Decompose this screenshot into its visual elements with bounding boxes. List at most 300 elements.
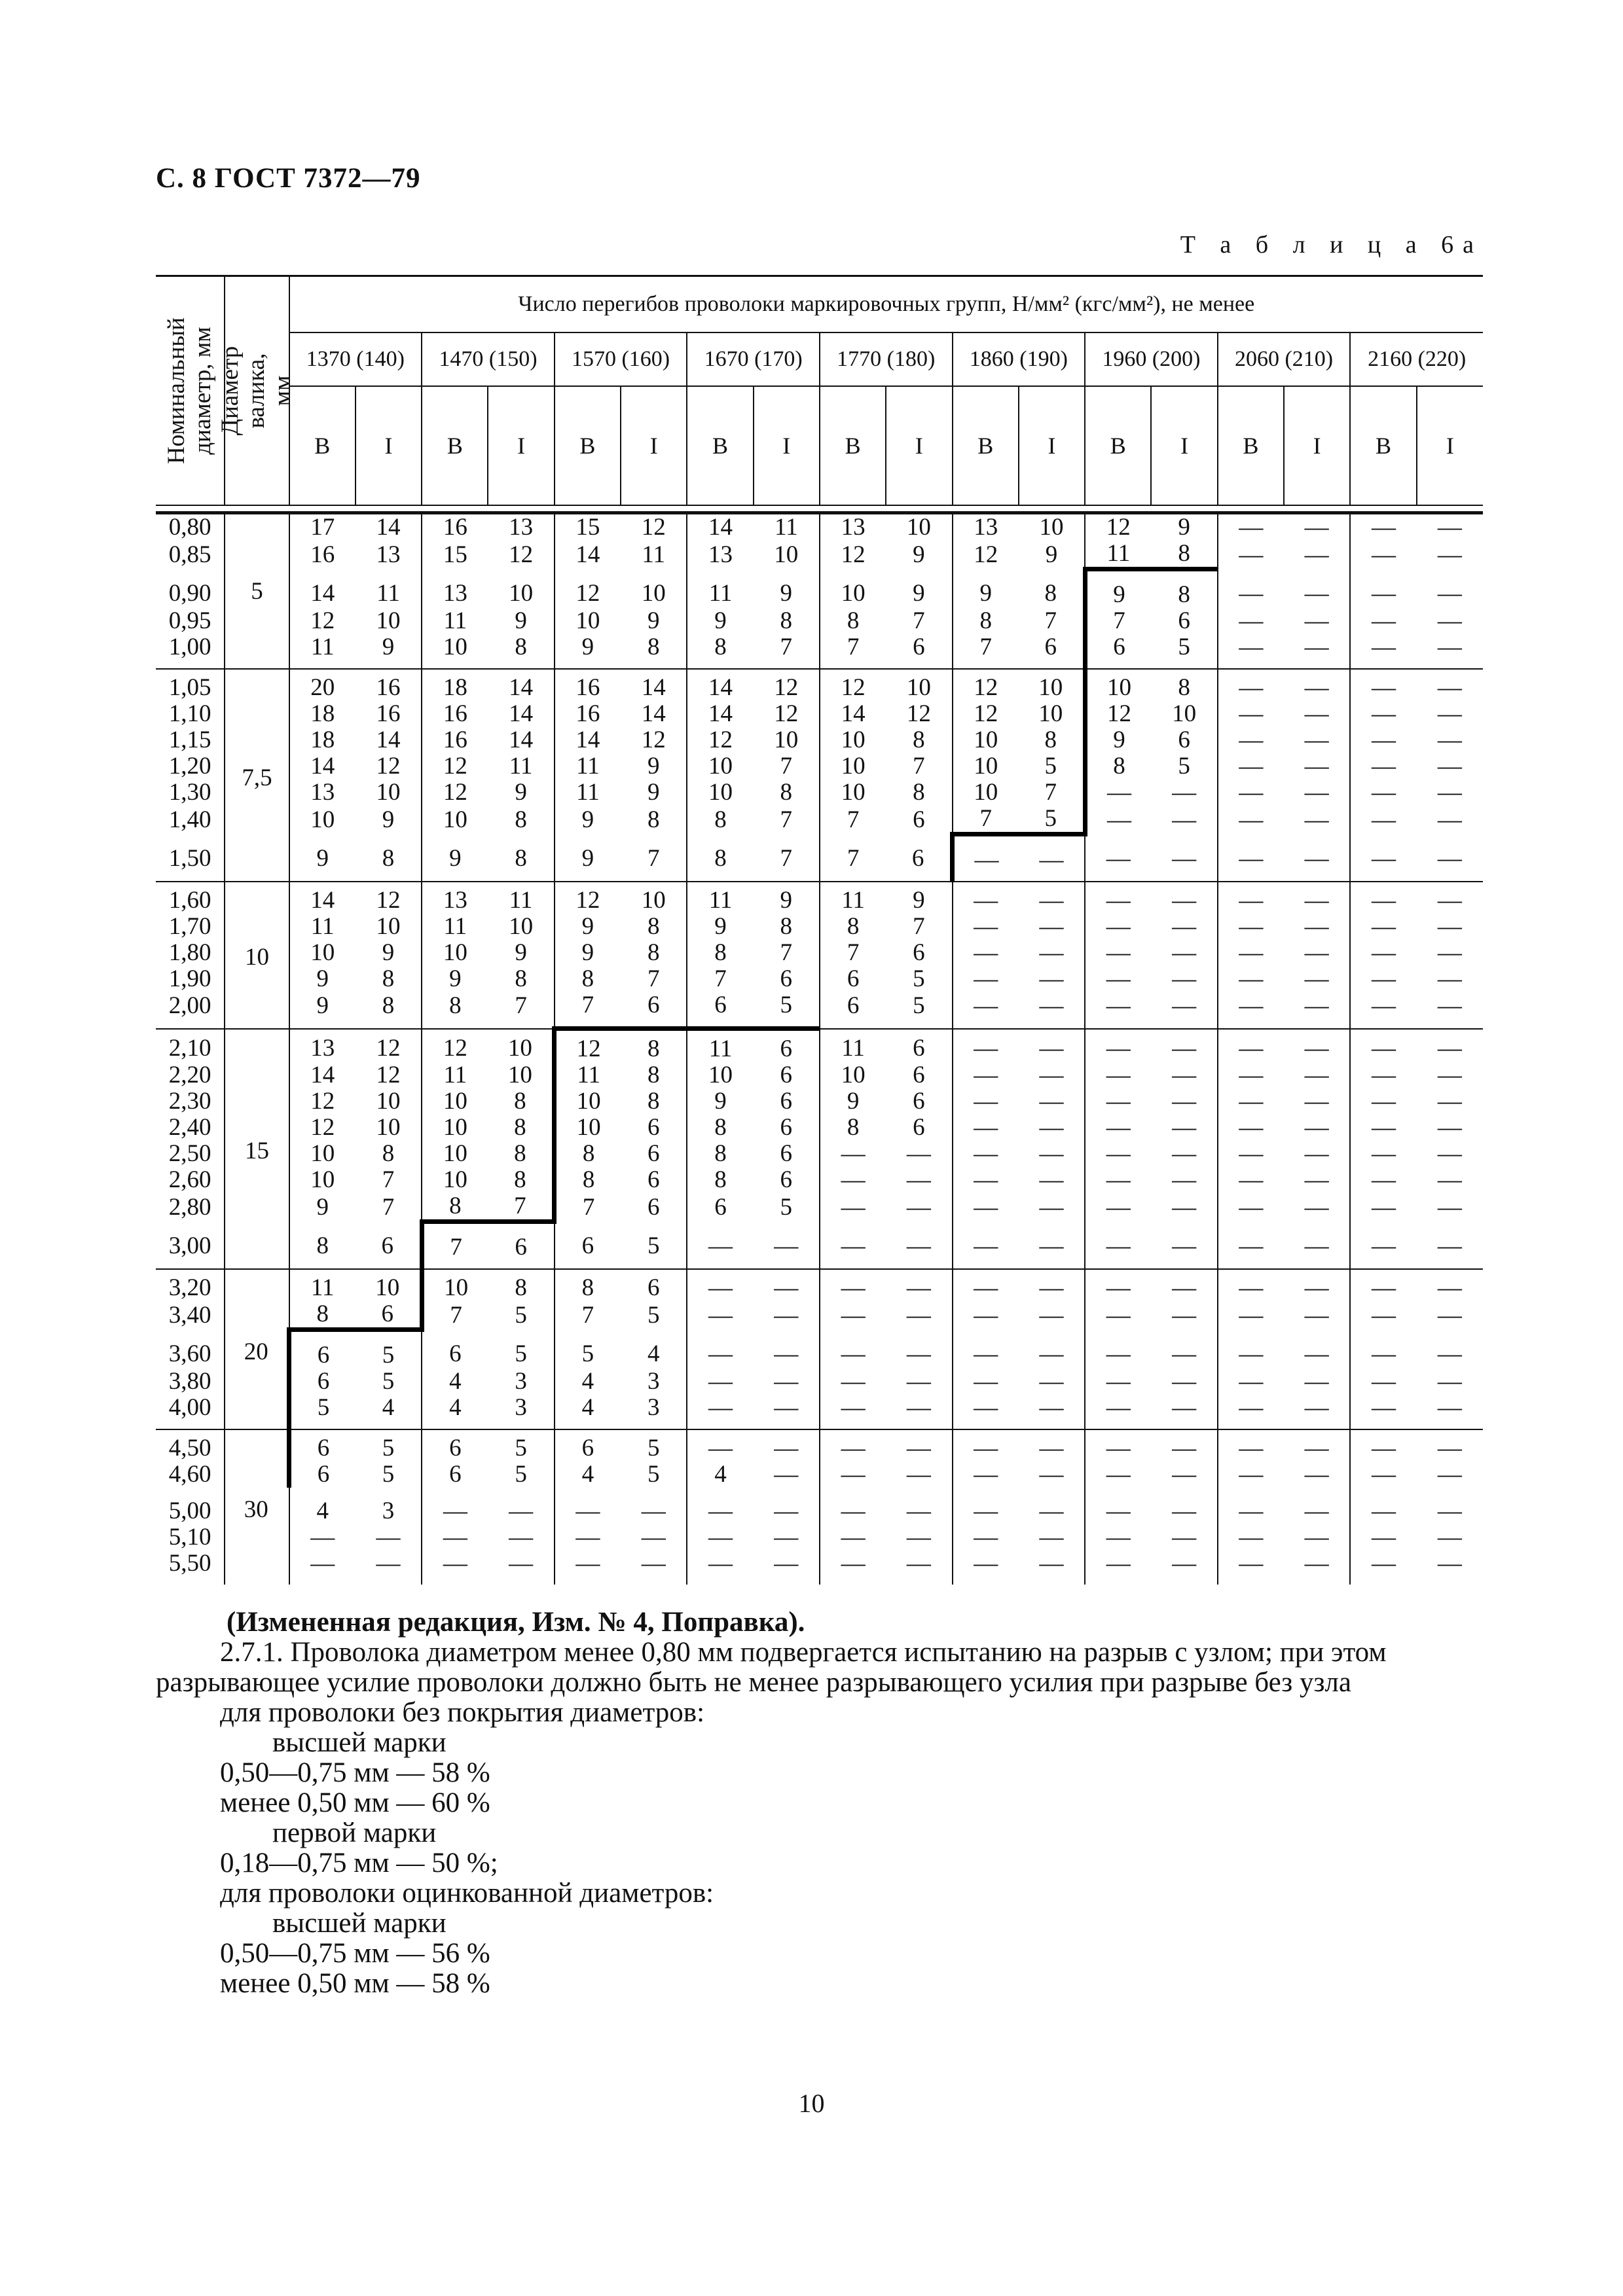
note-line-value: менее 0,50 мм — 58 % xyxy=(220,1968,490,1999)
subcol-header: I xyxy=(621,386,687,505)
value-cell: — xyxy=(1218,1222,1284,1270)
value-cell: — xyxy=(953,1193,1019,1222)
table-row xyxy=(156,1488,1483,1524)
value-cell: 7 xyxy=(780,753,793,780)
value-cell: 7 xyxy=(687,966,753,992)
value-cell: 5 xyxy=(1178,634,1190,660)
value-cell: 5 xyxy=(515,1301,527,1329)
value-cell: 9 xyxy=(1178,514,1190,541)
value-cell: 9 xyxy=(515,607,527,634)
value-cell: 10 xyxy=(422,1141,488,1167)
value-cell: 14 xyxy=(289,569,356,609)
value-cell: — xyxy=(1350,940,1416,966)
group-header: 2060 (210) xyxy=(1218,332,1351,386)
value-cell: 5 xyxy=(754,992,820,1029)
value-cell: — xyxy=(1085,1141,1151,1167)
value-cell: — xyxy=(774,1232,799,1260)
value-cell: 14 xyxy=(641,674,666,701)
value-cell: 10 xyxy=(820,780,886,806)
table-row xyxy=(156,914,1483,940)
value-cell: 10 xyxy=(1038,700,1063,727)
value-cell: 10 xyxy=(953,780,1019,806)
value-cell: 13 xyxy=(376,541,401,568)
value-cell: — xyxy=(1350,1301,1416,1330)
value-cell: — xyxy=(1350,634,1416,669)
value-cell: — xyxy=(1172,1524,1197,1551)
value-cell: 8 xyxy=(1151,541,1217,569)
value-cell: 6 xyxy=(1178,607,1190,634)
table-row xyxy=(156,1462,1483,1488)
value-cell: — xyxy=(1437,580,1462,607)
value-cell: — xyxy=(1218,1301,1284,1330)
value-cell: 16 xyxy=(555,669,621,701)
value-cell: 10 xyxy=(1038,674,1063,701)
value-cell: — xyxy=(1172,1368,1197,1395)
value-cell: 7 xyxy=(780,845,793,872)
value-cell: — xyxy=(1218,966,1284,992)
value-cell: — xyxy=(1350,1115,1416,1141)
nominal-diameter-cell: 5,10 xyxy=(168,1524,211,1551)
value-cell: — xyxy=(1350,806,1416,834)
value-cell: — xyxy=(906,1193,931,1221)
nominal-diameter-cell: 1,80 xyxy=(168,939,211,966)
value-cell: — xyxy=(1437,1193,1462,1221)
value-cell: 7 xyxy=(555,1193,621,1222)
value-cell: 11 xyxy=(820,1029,886,1063)
value-cell: 8 xyxy=(555,1141,621,1167)
value-cell: 8 xyxy=(1178,674,1190,701)
value-cell: — xyxy=(906,1166,931,1193)
table-row xyxy=(156,1222,1483,1270)
value-cell: 10 xyxy=(1085,669,1151,701)
value-cell: 9 xyxy=(913,887,925,914)
value-cell: — xyxy=(1085,806,1151,834)
value-cell: — xyxy=(1172,1301,1197,1329)
value-cell: — xyxy=(820,1269,886,1301)
subcol-header: В xyxy=(953,386,1019,505)
table-row xyxy=(156,1088,1483,1115)
value-cell: — xyxy=(1218,992,1284,1029)
value-cell: 7 xyxy=(780,634,793,660)
value-cell: — xyxy=(953,1269,1019,1301)
value-cell: — xyxy=(1172,992,1197,1020)
value-cell: — xyxy=(1172,1166,1197,1193)
table-row xyxy=(156,634,1483,669)
value-cell: — xyxy=(1085,1269,1151,1301)
value-cell: — xyxy=(1039,1301,1064,1329)
value-cell: 14 xyxy=(289,753,356,780)
value-cell: 14 xyxy=(555,541,621,569)
value-cell: — xyxy=(774,1498,799,1524)
value-cell: 16 xyxy=(555,701,621,727)
value-cell: 3 xyxy=(647,1368,660,1395)
value-cell: — xyxy=(1437,992,1462,1020)
value-cell: 16 xyxy=(289,541,356,569)
value-cell: — xyxy=(687,1330,753,1369)
value-cell: — xyxy=(1304,1062,1329,1088)
value-cell: — xyxy=(1350,914,1416,940)
value-cell: — xyxy=(1350,1330,1416,1369)
value-cell: 5 xyxy=(515,1340,527,1368)
value-cell: — xyxy=(641,1498,666,1524)
value-cell: 6 xyxy=(555,1222,621,1270)
value-cell: 8 xyxy=(555,966,621,992)
value-cell: — xyxy=(422,1524,488,1551)
value-cell: 8 xyxy=(1044,726,1057,753)
value-cell: 8 xyxy=(953,608,1019,634)
value-cell: — xyxy=(820,1488,886,1524)
value-cell: 8 xyxy=(687,834,753,882)
value-cell: 11 xyxy=(1085,541,1151,569)
value-cell: 10 xyxy=(820,1062,886,1088)
value-cell: 8 xyxy=(555,1167,621,1193)
value-cell: 14 xyxy=(687,669,753,701)
value-cell: — xyxy=(1172,845,1197,872)
value-cell: 10 xyxy=(555,1088,621,1115)
value-cell: 9 xyxy=(555,914,621,940)
value-cell: — xyxy=(953,882,1019,914)
value-cell: 6 xyxy=(555,1429,621,1462)
value-cell: 9 xyxy=(515,939,527,966)
value-cell: — xyxy=(953,1222,1019,1270)
value-cell: — xyxy=(1218,569,1284,609)
value-cell: — xyxy=(1350,1429,1416,1462)
value-cell: 8 xyxy=(422,992,488,1029)
value-cell: 7 xyxy=(422,1222,488,1270)
value-cell: 11 xyxy=(422,1062,488,1088)
nominal-diameter-cell: 2,10 xyxy=(168,1034,211,1062)
value-cell: — xyxy=(1304,726,1329,753)
value-cell: 8 xyxy=(422,1193,488,1222)
value-cell: — xyxy=(1218,669,1284,701)
value-cell: — xyxy=(1218,727,1284,753)
value-cell: 4 xyxy=(422,1369,488,1395)
nominal-diameter-cell: 0,90 xyxy=(168,580,211,607)
amendment-note: (Измененная редакция, Изм. № 4, Поправка). xyxy=(227,1607,805,1638)
note-line-grade-first: первой марки xyxy=(272,1818,437,1848)
value-cell: 5 xyxy=(647,1435,660,1462)
roller-diameter-cell: 30 xyxy=(225,1429,289,1585)
value-cell: — xyxy=(1085,914,1151,940)
value-cell: 6 xyxy=(780,965,793,992)
value-cell: 6 xyxy=(647,1140,660,1167)
value-cell: — xyxy=(1350,569,1416,609)
value-cell: 7 xyxy=(555,992,621,1029)
value-cell: — xyxy=(774,1340,799,1368)
value-cell: — xyxy=(1350,966,1416,992)
value-cell: — xyxy=(1039,1435,1064,1462)
value-cell: — xyxy=(1218,634,1284,669)
value-cell: 9 xyxy=(647,607,660,634)
col-header-roller-diameter: Диаметр валика, мм xyxy=(225,276,289,506)
subcol-header: I xyxy=(1284,386,1350,505)
value-cell: 6 xyxy=(820,966,886,992)
value-cell: — xyxy=(1218,914,1284,940)
value-cell: — xyxy=(1437,1114,1462,1141)
value-cell: — xyxy=(1437,1340,1462,1368)
roller-diameter-cell: 20 xyxy=(225,1269,289,1429)
value-cell: — xyxy=(1437,1166,1462,1193)
value-cell: 16 xyxy=(422,513,488,541)
value-cell: 12 xyxy=(289,608,356,634)
value-cell: 7 xyxy=(422,1301,488,1330)
roller-group xyxy=(156,1269,1483,1429)
value-cell: — xyxy=(641,1550,666,1577)
value-cell: — xyxy=(1437,1140,1462,1167)
value-cell: — xyxy=(774,1550,799,1577)
note-line-galvanized: для проволоки оцинкованной диаметров: xyxy=(220,1878,714,1909)
value-cell: 9 xyxy=(555,834,621,882)
value-cell: — xyxy=(953,1369,1019,1395)
value-cell: — xyxy=(1350,1369,1416,1395)
value-cell: 8 xyxy=(780,913,793,940)
value-cell: 12 xyxy=(1085,513,1151,541)
value-cell: — xyxy=(820,1222,886,1270)
value-cell: 10 xyxy=(375,1274,400,1301)
subcol-header: В xyxy=(1085,386,1151,505)
value-cell: — xyxy=(1085,1330,1151,1369)
value-cell: — xyxy=(906,1368,931,1395)
value-cell: — xyxy=(1172,913,1197,940)
value-cell: 11 xyxy=(555,780,621,806)
value-cell: 8 xyxy=(687,1141,753,1167)
subcol-header: В xyxy=(422,386,488,505)
value-cell: 11 xyxy=(509,887,533,914)
value-cell: — xyxy=(687,1222,753,1270)
value-cell: — xyxy=(1218,1193,1284,1222)
value-cell: 8 xyxy=(514,1166,526,1193)
value-cell: — xyxy=(1218,541,1284,569)
value-cell: 13 xyxy=(820,513,886,541)
nominal-diameter-cell: 4,00 xyxy=(168,1394,211,1421)
value-cell: 6 xyxy=(289,1330,356,1369)
paragraph-continuation: разрывающее усилие проволоки должно быть не менее разрывающего усилия при разрыве без узла xyxy=(156,1667,1351,1698)
group-header: 1770 (180) xyxy=(820,332,953,386)
value-cell: — xyxy=(1350,1524,1416,1551)
value-cell: 11 xyxy=(687,882,753,914)
value-cell: — xyxy=(1172,806,1197,833)
value-cell: 8 xyxy=(647,634,660,660)
value-cell: 6 xyxy=(687,1193,753,1222)
value-cell: 12 xyxy=(422,1029,488,1063)
value-cell: 14 xyxy=(687,513,753,541)
value-cell: — xyxy=(1350,834,1416,882)
value-cell: 8 xyxy=(687,634,753,669)
value-cell: — xyxy=(820,1429,886,1462)
value-cell: 5 xyxy=(289,1395,356,1429)
value-cell: — xyxy=(1085,1088,1151,1115)
value-cell: 7 xyxy=(820,634,886,669)
value-cell: 16 xyxy=(422,727,488,753)
value-cell: — xyxy=(1437,1274,1462,1301)
value-cell: — xyxy=(953,1029,1019,1063)
value-cell: — xyxy=(1085,966,1151,992)
value-cell: 8 xyxy=(515,1274,527,1301)
value-cell: 9 xyxy=(289,992,356,1029)
value-cell: 16 xyxy=(422,701,488,727)
value-cell: 18 xyxy=(289,701,356,727)
value-cell: — xyxy=(1172,939,1197,966)
value-cell: 9 xyxy=(687,914,753,940)
nominal-diameter-cell: 4,60 xyxy=(168,1461,211,1488)
value-cell: 14 xyxy=(555,727,621,753)
value-cell: — xyxy=(641,1524,666,1551)
value-cell: 12 xyxy=(555,1029,621,1063)
table-row xyxy=(156,753,1483,780)
value-cell: 5 xyxy=(382,1342,395,1369)
nominal-diameter-cell: 3,80 xyxy=(168,1368,211,1395)
value-cell: — xyxy=(953,992,1019,1029)
value-cell: 5 xyxy=(1019,806,1085,834)
value-cell: 5 xyxy=(647,1461,660,1488)
value-cell: — xyxy=(1218,1551,1284,1585)
table-row xyxy=(156,1141,1483,1167)
value-cell: — xyxy=(1085,1369,1151,1395)
value-cell: — xyxy=(1304,1088,1329,1115)
value-cell: 5 xyxy=(913,965,925,992)
value-cell: — xyxy=(1350,541,1416,569)
subcol-header: В xyxy=(1218,386,1284,505)
value-cell: — xyxy=(1437,913,1462,940)
value-cell: — xyxy=(953,914,1019,940)
value-cell: — xyxy=(1039,1461,1064,1488)
subcol-header: I xyxy=(356,386,422,505)
note-line-uncoated: для проволоки без покрытия диаметров: xyxy=(220,1697,705,1728)
value-cell: 9 xyxy=(913,541,925,568)
value-cell: — xyxy=(953,1429,1019,1462)
nominal-diameter-cell: 1,90 xyxy=(168,965,211,992)
value-cell: 8 xyxy=(780,779,793,806)
notes-section xyxy=(156,1607,1485,1999)
value-cell: 10 xyxy=(555,608,621,634)
nominal-diameter-cell: 2,60 xyxy=(168,1166,211,1193)
value-cell: — xyxy=(1039,1274,1064,1301)
value-cell: 14 xyxy=(376,514,401,541)
nominal-diameter-cell: 3,20 xyxy=(168,1274,211,1301)
value-cell: — xyxy=(1218,1167,1284,1193)
value-cell: 10 xyxy=(687,753,753,780)
table-row xyxy=(156,1369,1483,1395)
value-cell: — xyxy=(1304,913,1329,940)
value-cell: 12 xyxy=(422,753,488,780)
value-cell: — xyxy=(906,1274,931,1301)
value-cell: — xyxy=(1172,1550,1197,1577)
value-cell: 12 xyxy=(953,541,1019,569)
value-cell: 8 xyxy=(647,913,660,940)
value-cell: 4 xyxy=(382,1394,395,1421)
value-cell: 10 xyxy=(507,1062,532,1088)
group-header: 1570 (160) xyxy=(555,332,687,386)
value-cell: — xyxy=(1437,541,1462,568)
value-cell: 10 xyxy=(507,1034,532,1062)
value-cell: 12 xyxy=(422,780,488,806)
value-cell: — xyxy=(1172,965,1197,992)
value-cell: — xyxy=(1172,1232,1197,1260)
col-header-nominal-diameter: Номинальный диаметр, мм xyxy=(156,276,225,506)
subcol-header: I xyxy=(1019,386,1085,505)
value-cell: — xyxy=(1085,940,1151,966)
table-row xyxy=(156,882,1483,914)
value-cell: — xyxy=(1218,1369,1284,1395)
value-cell: 10 xyxy=(509,580,534,607)
value-cell: — xyxy=(1039,1140,1064,1167)
value-cell: — xyxy=(1218,1330,1284,1369)
value-cell: 11 xyxy=(376,580,400,607)
table-row xyxy=(156,1029,1483,1063)
value-cell: 12 xyxy=(687,727,753,753)
value-cell: — xyxy=(289,1524,356,1551)
group-header: 1470 (150) xyxy=(422,332,555,386)
value-cell: 10 xyxy=(422,940,488,966)
value-cell: 15 xyxy=(422,541,488,569)
value-cell: — xyxy=(1350,882,1416,914)
value-cell: 10 xyxy=(376,1114,401,1141)
value-cell: — xyxy=(1437,607,1462,634)
value-cell: 10 xyxy=(289,940,356,966)
value-cell: 11 xyxy=(687,1029,753,1063)
value-cell: 9 xyxy=(289,1193,356,1222)
value-cell: 7 xyxy=(382,1193,395,1221)
value-cell: 9 xyxy=(780,887,793,914)
value-cell: 10 xyxy=(422,1088,488,1115)
value-cell: 6 xyxy=(289,1462,356,1488)
value-cell: 6 xyxy=(422,1429,488,1462)
value-cell: 6 xyxy=(780,1035,793,1062)
value-cell: 14 xyxy=(376,726,401,753)
note-line-grade-highest: высшей марки xyxy=(272,1727,447,1758)
value-cell: 7 xyxy=(515,992,527,1020)
value-cell: 9 xyxy=(1085,727,1151,753)
value-cell: — xyxy=(1437,1498,1462,1524)
table-row xyxy=(156,669,1483,701)
value-cell: — xyxy=(820,1193,886,1222)
table-row xyxy=(156,992,1483,1029)
value-cell: — xyxy=(1172,1114,1197,1141)
value-cell: 6 xyxy=(780,1140,793,1167)
value-cell: 15 xyxy=(555,513,621,541)
value-cell: — xyxy=(1437,674,1462,701)
value-cell: 5 xyxy=(382,1461,395,1488)
value-cell: — xyxy=(1172,779,1197,806)
value-cell: 11 xyxy=(774,514,798,541)
value-cell: — xyxy=(1304,939,1329,966)
spanning-header: Число перегибов проволоки маркировочных групп, Н/мм² (кгс/мм²), не менее xyxy=(289,276,1483,333)
value-cell: — xyxy=(1172,1461,1197,1488)
value-cell: — xyxy=(1218,753,1284,780)
value-cell: — xyxy=(1085,1551,1151,1585)
value-cell: 12 xyxy=(774,700,799,727)
value-cell: — xyxy=(906,1394,931,1421)
nominal-diameter-cell: 4,50 xyxy=(168,1435,211,1462)
value-cell: — xyxy=(1304,1114,1329,1141)
value-cell: 12 xyxy=(376,1034,401,1062)
value-cell: — xyxy=(1085,834,1151,882)
value-cell: 11 xyxy=(555,753,621,780)
value-cell: 12 xyxy=(906,700,931,727)
value-cell: — xyxy=(1437,887,1462,914)
table-row xyxy=(156,727,1483,753)
value-cell: — xyxy=(422,1551,488,1585)
value-cell: — xyxy=(1350,992,1416,1029)
table-row xyxy=(156,701,1483,727)
value-cell: 7 xyxy=(555,1301,621,1330)
value-cell: — xyxy=(1350,753,1416,780)
nominal-diameter-cell: 1,40 xyxy=(168,806,211,833)
value-cell: 7 xyxy=(913,913,925,940)
table-row xyxy=(156,806,1483,834)
value-cell: 9 xyxy=(953,569,1019,609)
value-cell: — xyxy=(687,1429,753,1462)
